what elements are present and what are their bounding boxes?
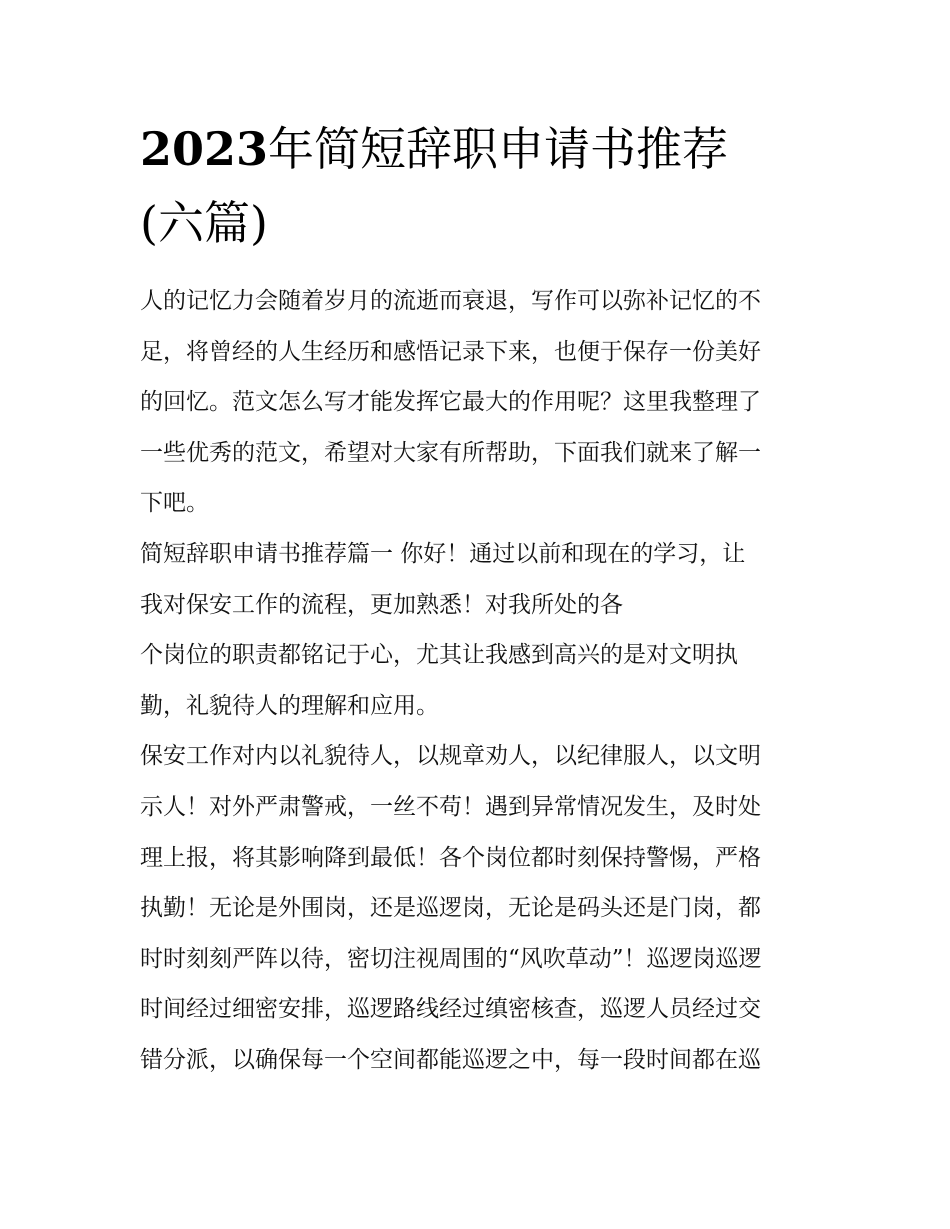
document-body	[140, 276, 830, 1086]
paragraph-article-one	[140, 529, 830, 731]
text-line: 勤，礼貌待人的理解和应用。	[140, 692, 439, 719]
text-line: 时时刻刻严阵以待，密切注视周围的“风吹草动”！巡逻岗巡逻	[140, 945, 762, 972]
text-line: 足，将曾经的人生经历和感悟记录下来，也便于保存一份美好	[140, 338, 761, 365]
paragraph-intro	[140, 276, 830, 529]
paragraph-security-work	[140, 731, 830, 1085]
title-line-2: (六篇)	[140, 196, 268, 250]
document-title	[140, 112, 820, 260]
text-line: 个岗位的职责都铭记于心，尤其让我感到高兴的是对文明执	[140, 642, 738, 669]
title-text: 年简短辞职申请书推荐	[268, 122, 729, 176]
text-line: 错分派，以确保每一个空间都能巡逻之中，每一段时间都在巡	[140, 1046, 761, 1073]
text-line: 简短辞职申请书推荐篇一 你好！通过以前和现在的学习，让	[140, 540, 746, 567]
title-line-1	[140, 112, 820, 186]
text-line: 理上报，将其影响降到最低！各个岗位都时刻保持警惕，严格	[140, 844, 761, 871]
title-year: 2023	[140, 122, 269, 176]
text-line: 保安工作对内以礼貌待人，以规章劝人，以纪律服人，以文明	[140, 743, 761, 770]
text-line: 我对保安工作的流程，更加熟悉！对我所处的各	[140, 591, 623, 618]
text-line: 人的记忆力会随着岁月的流逝而衰退，写作可以弥补记忆的不	[140, 288, 761, 314]
text-line: 时间经过细密安排，巡逻路线经过缜密核查，巡逻人员经过交	[140, 996, 761, 1023]
text-line: 下吧。	[140, 490, 209, 517]
text-line: 执勤！无论是外围岗，还是巡逻岗，无论是码头还是门岗，都	[140, 895, 761, 922]
text-line: 一些优秀的范文，希望对大家有所帮助，下面我们就来了解一	[140, 439, 761, 466]
text-line: 的回忆。范文怎么写才能发挥它最大的作用呢？这里我整理了	[140, 389, 761, 416]
text-line: 示人！对外严肃警戒，一丝不苟！遇到异常情况发生，及时处	[140, 793, 761, 820]
